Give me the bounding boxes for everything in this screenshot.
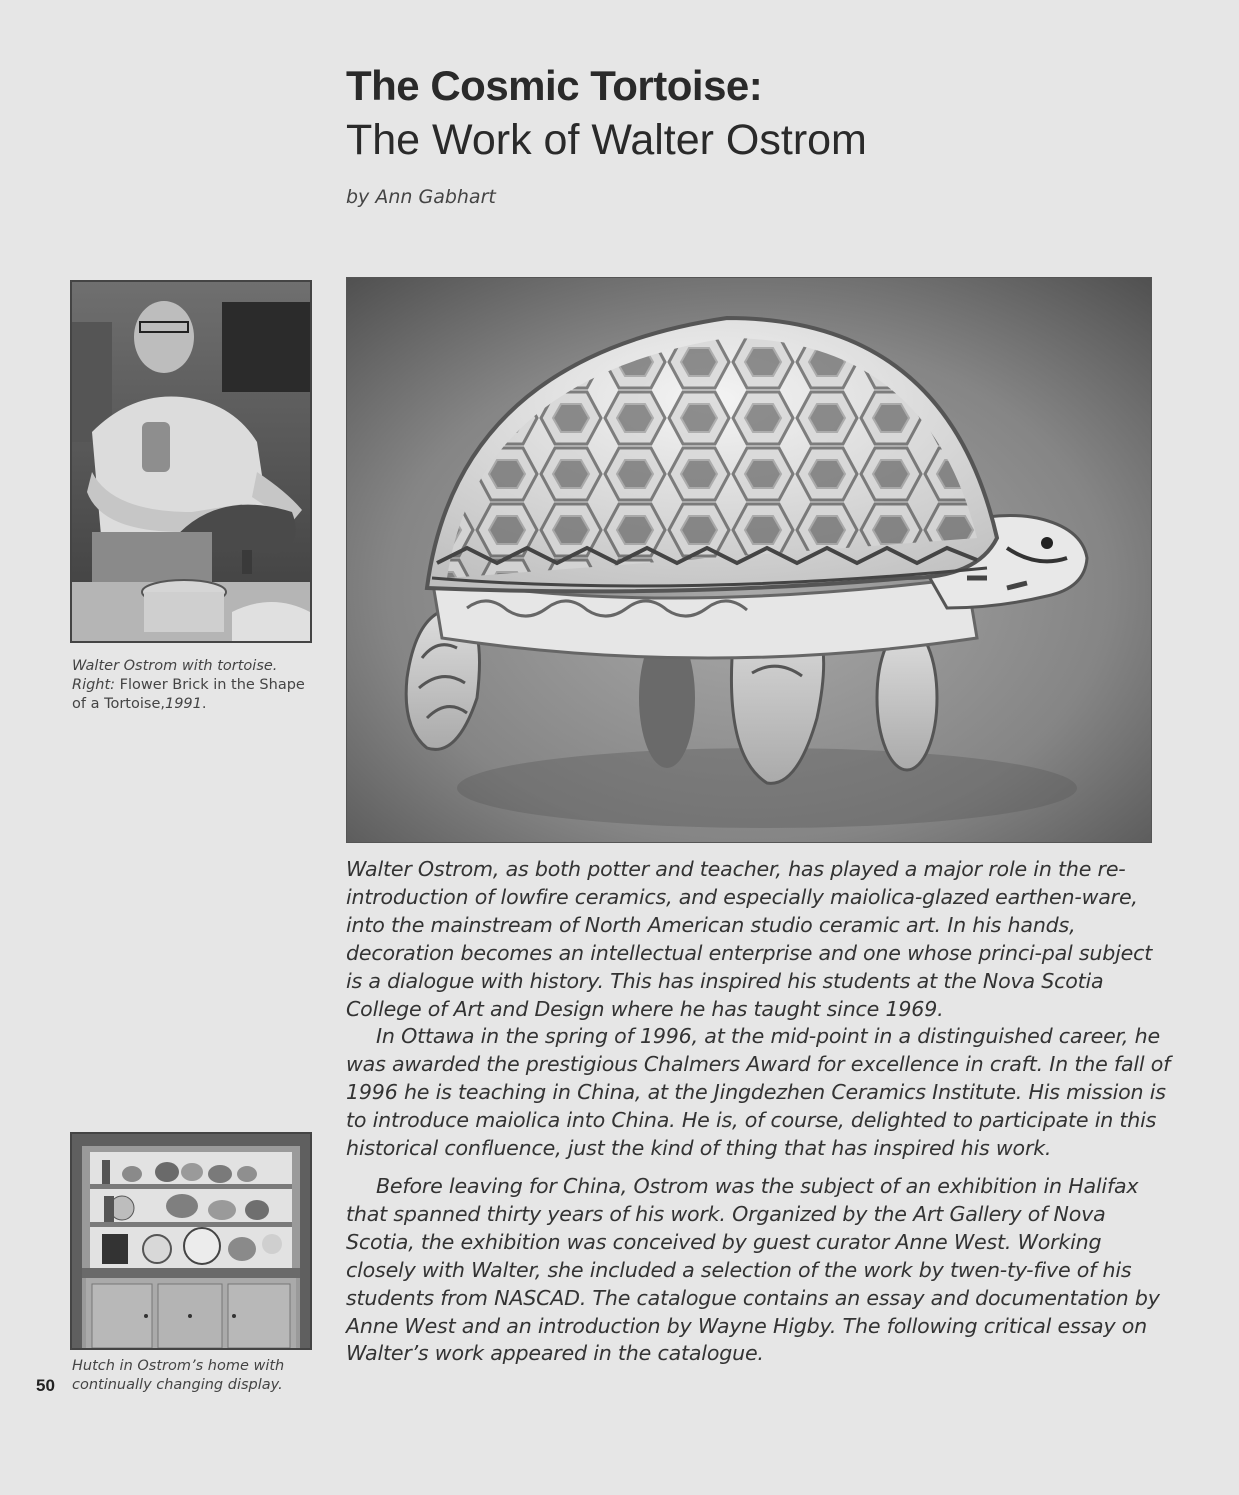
paragraph-2: In Ottawa in the spring of 1996, at the mid-point in a distinguished career, he was awarded the prestigious Chalmers Award for excellence in craft. In the fall of 1996 he is teaching in China, at the Jingdezhen Ceramics Institute. His mission is to introduce maiolica into China. He is, of course, delighted to participate in this historical confluence, just the kind of thing that has inspired his work.: [346, 1024, 1171, 1161]
paragraph-3: Before leaving for China, Ostrom was the subject of an exhibition in Halifax that spanned thirty years of his work. Organized by the Art Gallery of Nova Scotia, the exhibition was conceived by guest curator Anne West. Working closely with Walter, she included a selection of the work by twen-ty-five of his students from NASCAD. The catalogue contains an essay and documentation by Anne West and an introduction by Wayne Higby. The following critical essay on Walter’s work appeared in the catalogue.: [346, 1173, 1160, 1366]
article-title: The Cosmic Tortoise:: [346, 62, 763, 109]
caption-portrait-line1: Walter Ostrom with tortoise.: [72, 658, 278, 674]
caption-right-label: Right:: [72, 677, 116, 693]
byline: by Ann Gabhart: [346, 186, 496, 208]
caption-end: .: [201, 696, 207, 712]
photo-hutch: [70, 1132, 312, 1350]
photo-walter-ostrom: [70, 280, 312, 643]
paragraph-1: Walter Ostrom, as both potter and teacher, has played a major role in the re-introduction of lowfire ceramics, and especially maiolica-glazed earthen-ware, into the mainstream of North American studio ceramic art. In his hands, decoration becomes an intellectual enterprise and one whose princi-pal subject is a dialogue with history. This has inspired his students at the Nova Scotia College of Art and Design where he has taught since 1969.: [346, 857, 1153, 1021]
caption-year: 1991: [164, 696, 202, 712]
caption-hutch: Hutch in Ostrom’s home with continually changing display.: [72, 1358, 285, 1393]
page-number: 50: [36, 1376, 55, 1395]
photo-tortoise-flower-brick: [346, 277, 1152, 843]
article-subtitle: The Work of Walter Ostrom: [346, 116, 867, 164]
article-body: [346, 856, 1171, 1368]
caption-portrait: [72, 657, 322, 714]
caption-right-text: Flower Brick in the Shape of a Tortoise,: [72, 677, 305, 712]
